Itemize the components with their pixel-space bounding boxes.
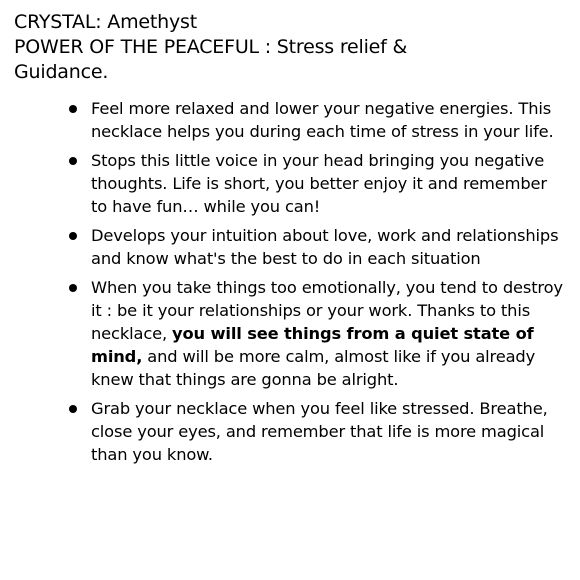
- bullet-icon: [69, 232, 77, 240]
- power-title-line-1: POWER OF THE PEACEFUL : Stress relief &: [14, 36, 408, 58]
- list-item-text-start: When you take things too emotionally, you tend to destroy it : be it your relationships or your work. Thanks to this necklace,: [91, 278, 563, 343]
- list-item-text-end: and will be more calm, almost like if you already knew that things are gonna be alright.: [91, 347, 536, 389]
- list-item: [14, 276, 568, 391]
- list-item-text-bold: you will see things from a quiet state of mind,: [91, 324, 534, 366]
- bullet-icon: [69, 157, 77, 165]
- list-item-text: Stops this little voice in your head bringing you negative thoughts. Life is short, you better enjoy it and remember to have fun… while you can!: [91, 151, 547, 216]
- crystal-title: CRYSTAL: Amethyst: [14, 11, 197, 33]
- bullet-icon: [69, 105, 77, 113]
- bullet-icon: [69, 405, 77, 413]
- list-item-text: Grab your necklace when you feel like stressed. Breathe, close your eyes, and remember that life is more magical than you know.: [91, 399, 548, 464]
- list-item: [14, 97, 568, 143]
- list-item-text: Feel more relaxed and lower your negative energies. This necklace helps you during each time of stress in your life.: [91, 99, 554, 141]
- list-item-text: Develops your intuition about love, work and relationships and know what's the best to do in each situation: [91, 226, 559, 268]
- list-item: [14, 397, 568, 466]
- list-item: [14, 224, 568, 270]
- power-title-line-2: Guidance.: [14, 61, 109, 83]
- description-header: [14, 10, 568, 85]
- bullet-icon: [69, 284, 77, 292]
- list-item: [14, 149, 568, 218]
- benefits-list: [14, 97, 568, 466]
